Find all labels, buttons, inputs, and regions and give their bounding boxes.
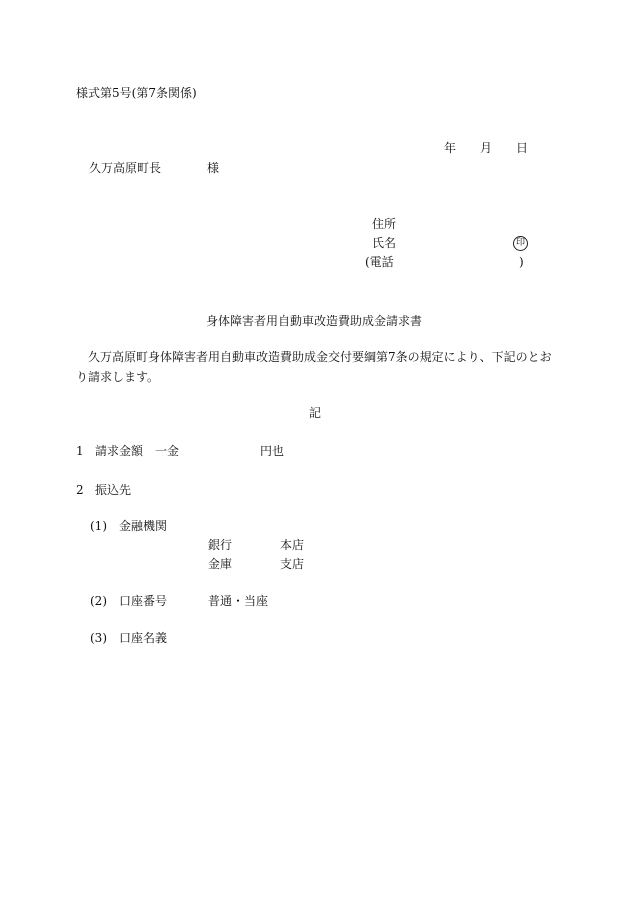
- sub1-number: (1): [90, 519, 107, 533]
- shinkin-label: 金庫: [208, 557, 233, 571]
- addressee-name: 久万高原町長: [89, 161, 162, 175]
- date-month: 月: [480, 141, 493, 155]
- item1-prefix: 一金: [155, 444, 180, 458]
- item1-label: 請求金額: [95, 444, 144, 458]
- item2-number: 2: [76, 483, 84, 497]
- ki-heading: 記: [309, 406, 322, 420]
- body-text: 久万高原町身体障害者用自動車改造費助成金交付要綱第7条の規定により、下記のとおり請求します。: [76, 350, 552, 384]
- item1-number: 1: [76, 444, 84, 458]
- document-title: 身体障害者用自動車改造費助成金請求書: [206, 314, 423, 328]
- sub3-label: 口座名義: [119, 631, 168, 645]
- phone-close: ): [519, 255, 524, 269]
- seal-icon: 印: [513, 236, 528, 251]
- phone-open: (電話: [365, 255, 394, 269]
- bank-label: 銀行: [208, 538, 233, 552]
- sub3-number: (3): [90, 631, 107, 645]
- date-day: 日: [516, 141, 529, 155]
- sub2-label: 口座番号: [119, 594, 168, 608]
- account-type: 普通・当座: [208, 594, 269, 608]
- branch-label: 支店: [280, 557, 305, 571]
- sub1-label: 金融機関: [119, 519, 168, 533]
- addressee-honorific: 様: [207, 161, 220, 175]
- item2-label: 振込先: [95, 483, 132, 497]
- sub2-number: (2): [90, 594, 107, 608]
- main-branch-label: 本店: [280, 538, 305, 552]
- name-label: 氏名: [372, 236, 397, 250]
- item1-suffix: 円也: [260, 444, 285, 458]
- address-label: 住所: [372, 217, 397, 231]
- date-year: 年: [444, 141, 457, 155]
- form-number: 様式第5号(第7条関係): [76, 86, 197, 100]
